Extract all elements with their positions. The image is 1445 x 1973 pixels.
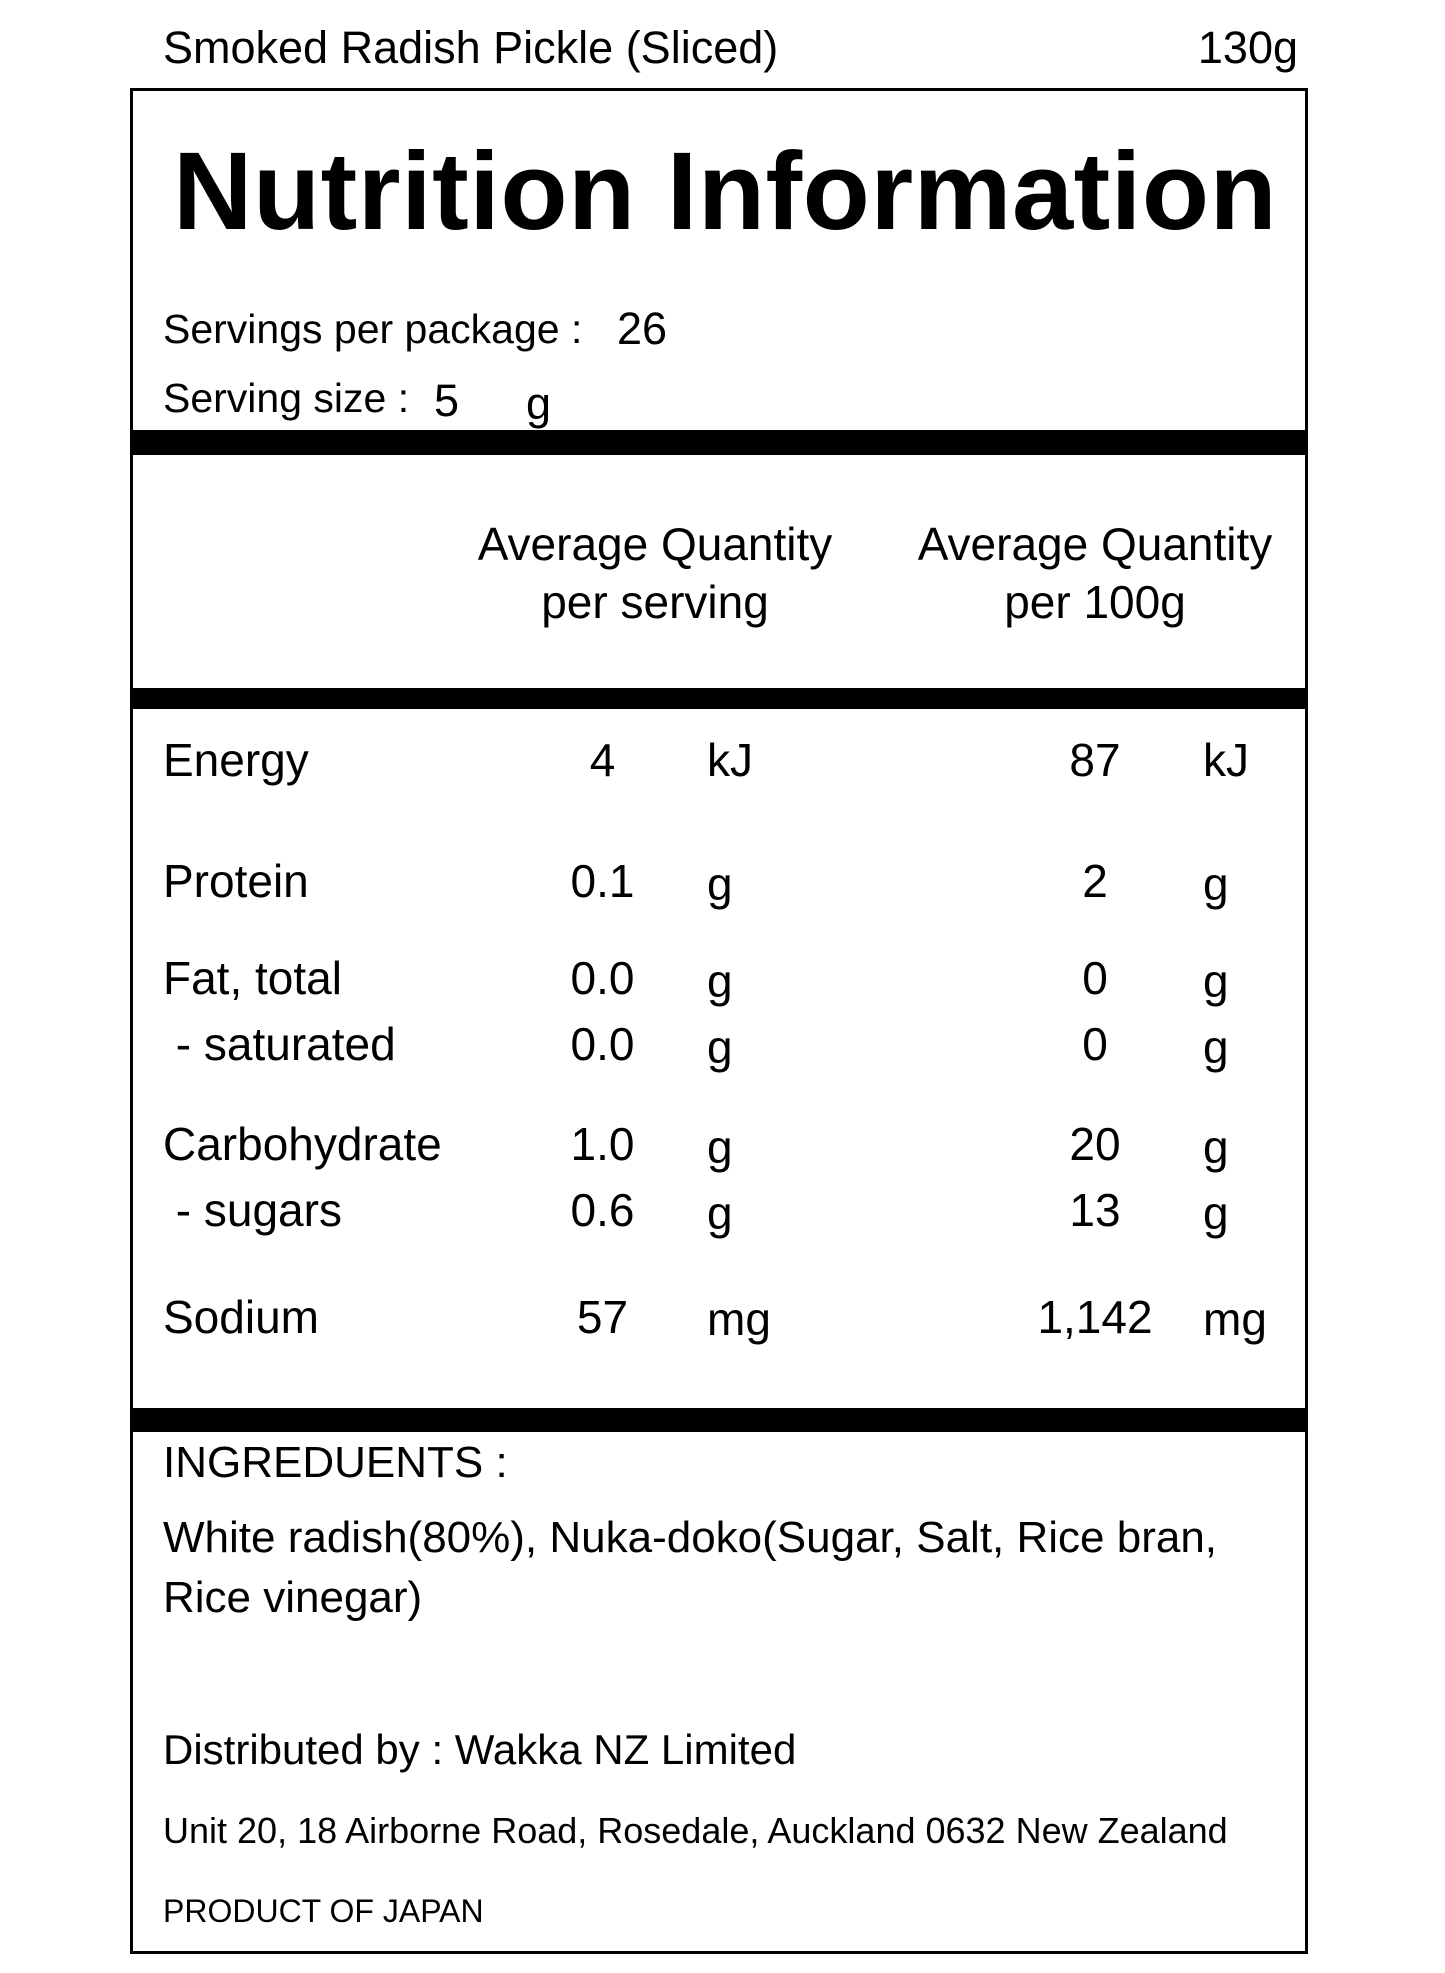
nutrient-label-saturated: - saturated: [163, 1018, 396, 1070]
energy-per-100g-unit: kJ: [1203, 734, 1249, 786]
servings-per-package-value: 26: [617, 303, 668, 354]
column-header-per-100g: [895, 515, 1295, 631]
fat-total-per-100g-unit: g: [1203, 955, 1229, 1007]
protein-per-serving-unit: g: [707, 858, 733, 910]
carbohydrate-per-100g: 20: [1069, 1118, 1121, 1170]
carbohydrate-per-100g-unit: g: [1203, 1121, 1229, 1173]
divider-bar: [130, 688, 1308, 709]
product-name: Smoked Radish Pickle (Sliced): [163, 22, 779, 73]
nutrient-label-sugars: - sugars: [163, 1184, 342, 1236]
serving-size-label: Serving size :: [163, 375, 410, 421]
nutrient-label-fat-total: Fat, total: [163, 952, 342, 1004]
nutrient-label-protein: Protein: [163, 855, 309, 907]
sugars-per-serving-unit: g: [707, 1187, 733, 1239]
fat-total-per-serving-unit: g: [707, 955, 733, 1007]
net-weight: 130g: [1197, 22, 1298, 73]
column-header-line: Average Quantity: [477, 518, 833, 570]
panel-title: Nutrition Information: [173, 130, 1278, 253]
serving-size-unit: g: [526, 378, 552, 429]
carbohydrate-per-serving-unit: g: [707, 1121, 733, 1173]
sugars-per-100g-unit: g: [1203, 1187, 1229, 1239]
energy-per-serving-unit: kJ: [707, 734, 753, 786]
column-header-per-serving: [455, 515, 855, 631]
saturated-per-100g: 0: [1082, 1018, 1108, 1070]
energy-per-serving: 4: [589, 734, 616, 786]
divider-bar: [130, 430, 1308, 455]
sugars-per-100g: 13: [1069, 1184, 1121, 1236]
divider-bar: [130, 1408, 1308, 1432]
column-header-line: per 100g: [1004, 576, 1186, 628]
nutrient-label-sodium: Sodium: [163, 1291, 319, 1343]
protein-per-100g: 2: [1082, 855, 1108, 907]
sodium-per-100g-unit: mg: [1203, 1293, 1267, 1345]
protein-per-100g-unit: g: [1203, 858, 1229, 910]
fat-total-per-serving: 0.0: [570, 952, 635, 1004]
saturated-per-serving-unit: g: [707, 1021, 733, 1073]
sodium-per-serving: 57: [576, 1291, 629, 1343]
distributor-address: Unit 20, 18 Airborne Road, Rosedale, Auckland 0632 New Zealand: [163, 1810, 1228, 1851]
serving-size-value: 5: [434, 375, 460, 426]
column-header-line: per serving: [541, 576, 769, 628]
column-header-line: Average Quantity: [917, 518, 1273, 570]
nutrient-label-energy: Energy: [163, 734, 309, 786]
nutrient-label-carbohydrate: Carbohydrate: [163, 1118, 442, 1170]
fat-total-per-100g: 0: [1082, 952, 1108, 1004]
country-of-origin: PRODUCT OF JAPAN: [163, 1893, 484, 1929]
sodium-per-serving-unit: mg: [707, 1293, 771, 1345]
energy-per-100g: 87: [1069, 734, 1121, 786]
protein-per-serving: 0.1: [570, 855, 635, 907]
ingredients-heading: INGREDUENTS :: [163, 1438, 508, 1487]
distributor: Distributed by : Wakka NZ Limited: [163, 1726, 797, 1773]
carbohydrate-per-serving: 1.0: [570, 1118, 635, 1170]
sodium-per-100g: 1,142: [1037, 1291, 1153, 1343]
ingredients-text: White radish(80%), Nuka-doko(Sugar, Salt, Rice bran, Rice vinegar): [163, 1513, 1218, 1622]
saturated-per-100g-unit: g: [1203, 1021, 1229, 1073]
sugars-per-serving: 0.6: [570, 1184, 635, 1236]
saturated-per-serving: 0.0: [570, 1018, 635, 1070]
servings-per-package-label: Servings per package :: [163, 306, 583, 352]
